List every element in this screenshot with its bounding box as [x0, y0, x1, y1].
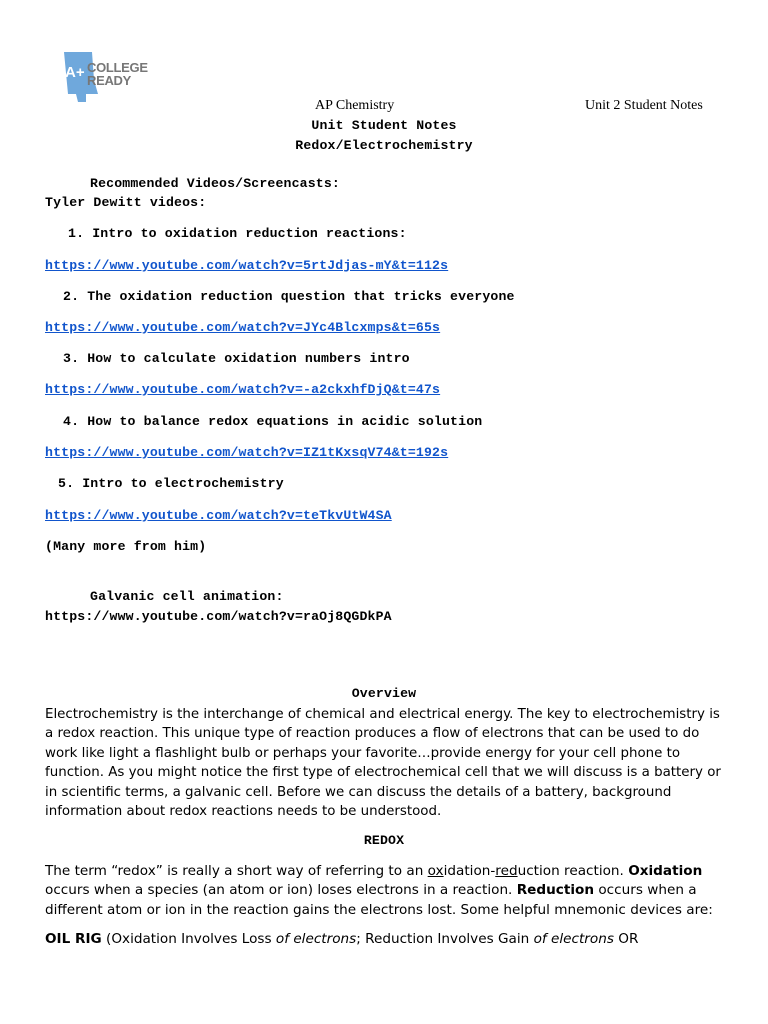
redox-text-e: occurs when a different atom or ion in the reaction gains the electrons lost. Some helpful mnemonic devices are: — [45, 882, 713, 918]
unit-name: Unit 2 Student Notes — [585, 98, 703, 113]
video-2-link[interactable]: https://www.youtube.com/watch?v=JYc4Blcxmps&t=65s — [45, 320, 441, 335]
oxidation-term: Oxidation — [628, 863, 703, 879]
college-ready-logo — [56, 50, 166, 106]
redox-text-d: occurs when a species (an atom or ion) loses electrons in a reaction. — [45, 882, 517, 899]
redox-text-b: idation- — [443, 863, 496, 879]
galvanic-label: Galvanic cell animation: — [90, 589, 284, 604]
overview-text: Electrochemistry is the interchange of chemical and electrical energy. The key to electrochemistry is a redox reaction. This unique type of reaction produces a flow of electrons that can be used to do work like light a flashlight bulb or perhaps your favorite…provide energy for your cell phone to function. As you might notice the first type of electrochemical cell that we will discuss is a battery or in scientific terms, a galvanic cell. Before we can discuss the details of a battery, background information about redox reactions needs to be understood. — [45, 707, 721, 820]
oilrig-paragraph — [45, 930, 725, 949]
video-5-link[interactable]: https://www.youtube.com/watch?v=teTkvUtW4SA — [45, 508, 392, 523]
redox-red-underline: red — [495, 863, 518, 879]
video-1-link[interactable]: https://www.youtube.com/watch?v=5rtJdjas-mY&t=112s — [45, 258, 449, 273]
logo-badge: A+ — [65, 64, 85, 81]
galvanic-url: https://www.youtube.com/watch?v=raOj8QGDkPA — [45, 609, 392, 624]
course-name: AP Chemistry — [315, 98, 395, 113]
logo-line2: READY — [87, 73, 132, 88]
redox-text-c: uction reaction. — [517, 863, 629, 879]
redox-heading: REDOX — [363, 833, 405, 848]
videos-heading: Recommended Videos/Screencasts: — [90, 176, 340, 191]
page-subtitle: Redox/Electrochemistry — [295, 138, 473, 153]
video-1-label: 1. Intro to oxidation reduction reactions: — [68, 226, 407, 241]
oilrig-term: OIL RIG — [45, 931, 102, 947]
logo-line1: COLLEGE — [87, 60, 148, 75]
oilrig-text-d: of electrons — [533, 931, 614, 947]
reduction-term: Reduction — [516, 882, 595, 899]
video-2-label: 2. The oxidation reduction question that tricks everyone — [63, 289, 515, 304]
redox-ox-underline: ox — [427, 863, 444, 879]
video-4-link[interactable]: https://www.youtube.com/watch?v=IZ1tKxsqV74&t=192s — [45, 445, 449, 460]
video-3-link[interactable]: https://www.youtube.com/watch?v=-a2ckxhfDjQ&t=47s — [45, 382, 441, 397]
redox-paragraph — [45, 862, 725, 920]
oilrig-text-b: of electrons — [275, 931, 357, 947]
video-3-label: 3. How to calculate oxidation numbers intro — [63, 351, 410, 366]
oilrig-text-c: ; Reduction Involves Gain — [356, 931, 534, 947]
video-5-label: 5. Intro to electrochemistry — [58, 476, 284, 491]
oilrig-text-a: (Oxidation Involves Loss — [101, 931, 276, 947]
oilrig-text-e: OR — [613, 931, 639, 947]
video-4-label: 4. How to balance redox equations in acidic solution — [63, 414, 483, 429]
overview-heading: Overview — [351, 686, 417, 701]
redox-text-a: The term “redox” is really a short way of referring to an — [45, 863, 428, 879]
more-videos-note: (Many more from him) — [45, 539, 207, 554]
videos-author: Tyler Dewitt videos: — [45, 195, 207, 210]
overview-paragraph — [45, 705, 725, 821]
page-title: Unit Student Notes — [311, 118, 457, 133]
